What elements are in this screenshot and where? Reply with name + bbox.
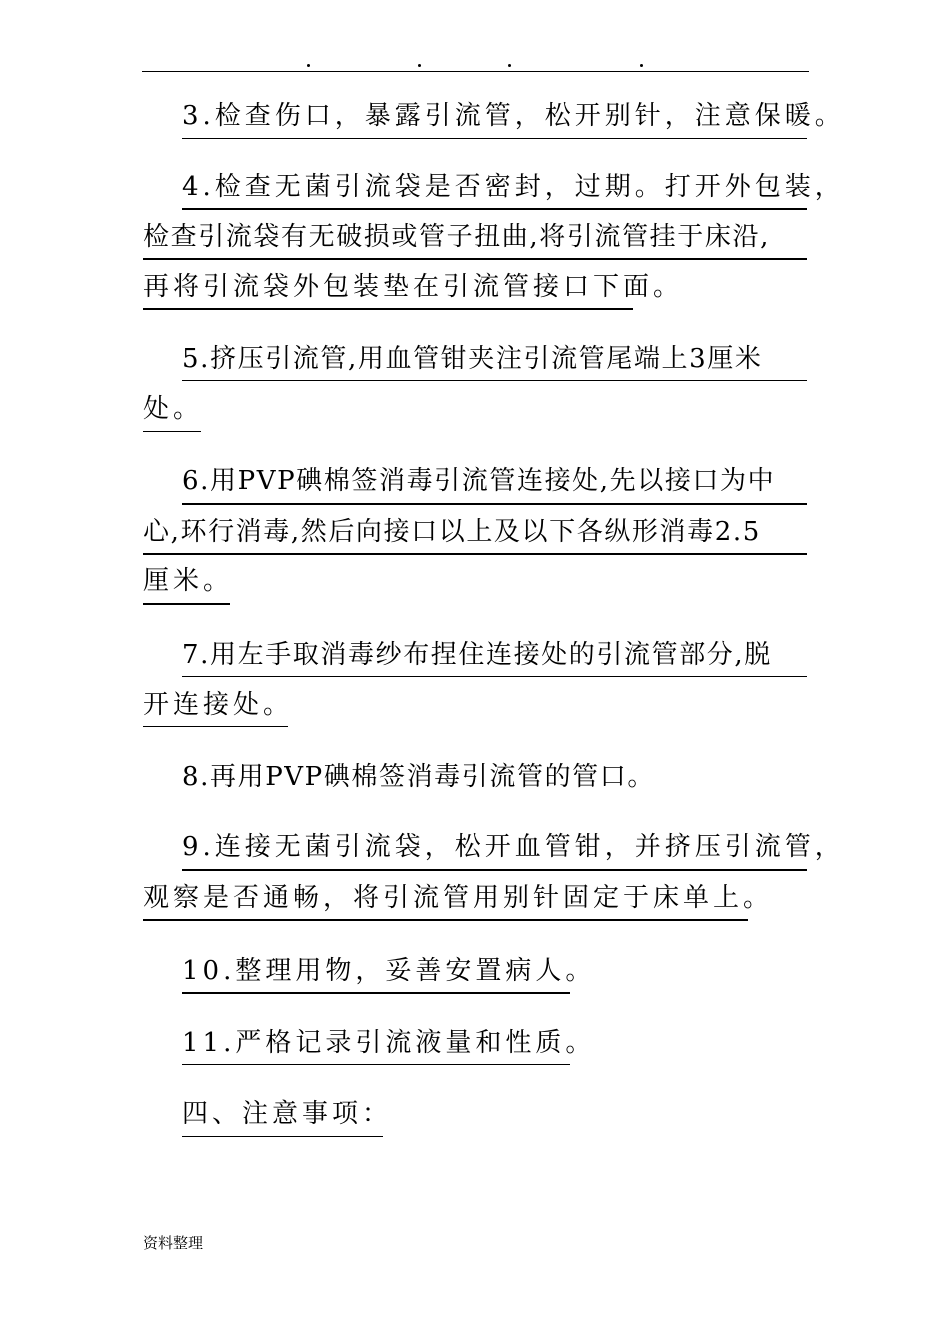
- underline: [182, 208, 807, 210]
- paragraph-5-line-1: 5.挤压引流管,用血管钳夹注引流管尾端上3厘米: [182, 344, 763, 374]
- header-dot: [640, 64, 643, 67]
- underline: [143, 603, 230, 605]
- underline: [143, 553, 807, 555]
- paragraph-7-line-2: 开连接处。: [143, 690, 294, 720]
- header-dot: [307, 64, 310, 67]
- paragraph-4-line-1: 4.检查无菌引流袋是否密封，过期。打开外包装，: [182, 172, 845, 202]
- paragraph-4-line-2: 检查引流袋有无破损或管子扭曲,将引流管挂于床沿,: [143, 222, 770, 252]
- paragraph-3-line-1: 3.检查伤口，暴露引流管，松开别针，注意保暖。: [182, 101, 845, 131]
- paragraph-9-line-2: 观察是否通畅，将引流管用别针固定于床单上。: [143, 883, 774, 913]
- underline: [182, 138, 807, 139]
- header-dot: [508, 64, 511, 67]
- page-footer: 资料整理: [143, 1234, 204, 1252]
- section-heading: 四、注意事项：: [182, 1099, 393, 1129]
- underline: [182, 992, 570, 994]
- underline: [143, 308, 633, 310]
- paragraph-8-line-1: 8.再用PVP碘棉签消毒引流管的管口。: [182, 762, 655, 792]
- underline: [182, 869, 807, 871]
- underline: [182, 503, 807, 505]
- underline: [143, 919, 748, 921]
- paragraph-4-line-3: 再将引流袋外包装垫在引流管接口下面。: [143, 272, 684, 302]
- header-rule: [142, 71, 809, 72]
- paragraph-11-line-1: 11.严格记录引流液量和性质。: [182, 1028, 596, 1058]
- underline: [182, 380, 807, 381]
- paragraph-6-line-1: 6.用PVP碘棉签消毒引流管连接处,先以接口为中: [182, 466, 776, 496]
- paragraph-10-line-1: 10.整理用物，妥善安置病人。: [182, 956, 596, 986]
- underline: [143, 431, 201, 432]
- paragraph-5-line-2: 处。: [143, 394, 204, 424]
- underline: [182, 1136, 383, 1137]
- paragraph-6-line-2: 心,环行消毒,然后向接口以上及以下各纵形消毒2.5: [143, 517, 761, 547]
- underline: [182, 676, 807, 677]
- paragraph-6-line-3: 厘米。: [143, 566, 234, 596]
- underline: [143, 726, 288, 727]
- paragraph-9-line-1: 9.连接无菌引流袋，松开血管钳，并挤压引流管，: [182, 832, 845, 862]
- header-dot: [418, 64, 421, 67]
- paragraph-7-line-1: 7.用左手取消毒纱布捏住连接处的引流管部分,脱: [182, 640, 772, 670]
- underline: [143, 258, 807, 260]
- underline: [182, 1064, 570, 1065]
